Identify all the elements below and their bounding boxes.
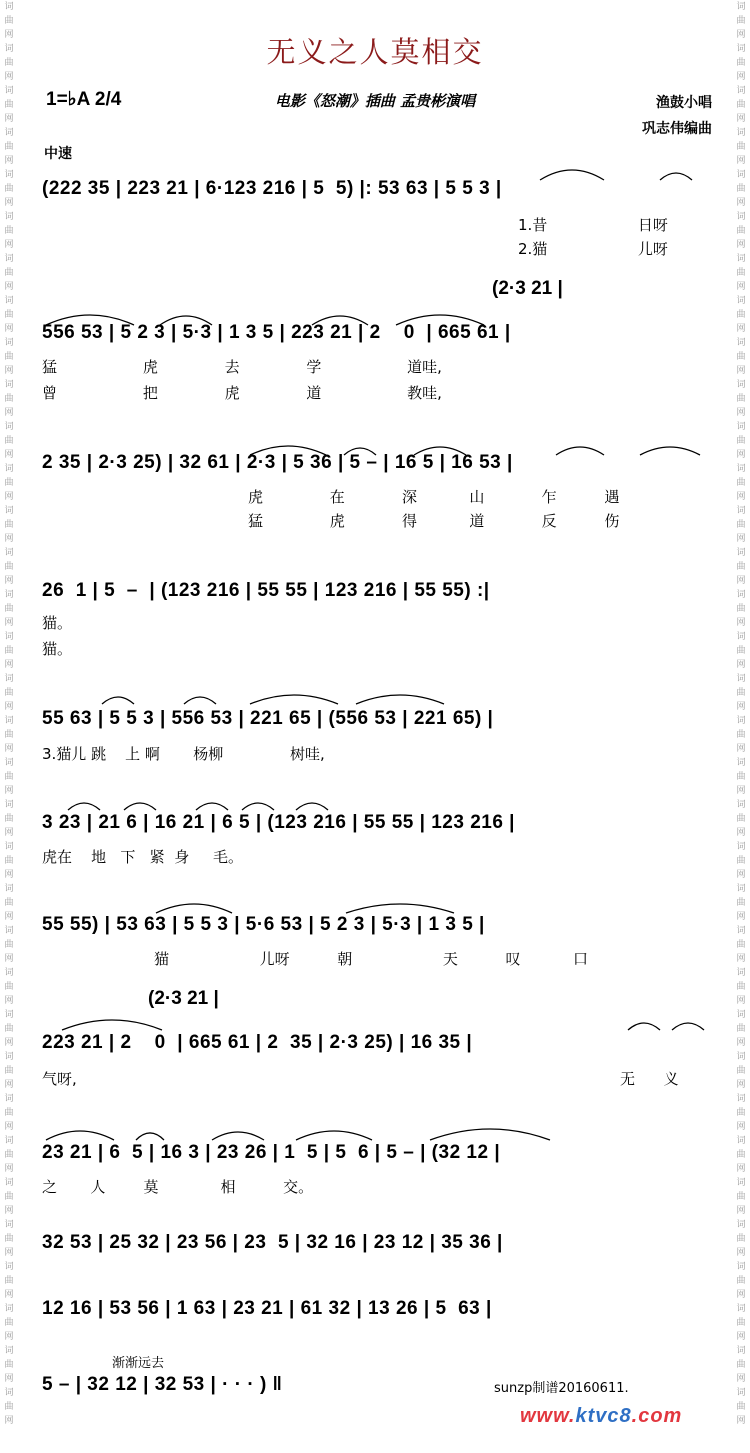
watermark-left: 词曲网词曲网词曲网词曲网词曲网词曲网词曲网词曲网词曲网词曲网词曲网词曲网词曲网词曲网词曲网词曲网词曲网词曲网词曲网词曲网词曲网词曲网词曲网词曲网词曲网词曲网词曲网词曲网词曲网词曲网词曲网词曲网词曲网词曲网 [4,2,14,1426]
lyric-line: 猫。 [42,640,73,658]
slur [296,803,328,810]
notation-line-3: 2 35 | 2·3 25) | 32 61 | 2·3 | 5 36 | 5 – | 16 5 | 16 53 | [42,452,513,473]
key-signature: 1=♭A 2/4 [46,89,122,110]
notation-line-7: 55 55) | 53 63 | 5 5 3 | 5·6 53 | 5 2 3 | 5·3 | 1 3 5 | [42,914,485,935]
lyric-line: 猛 虎 去 学 道哇, [42,358,442,376]
slur [672,1023,704,1030]
site-logo-prefix: www. [520,1405,576,1427]
notation-line-8: 223 21 | 2 0 | 665 61 | 2 35 | 2·3 25) | 16 35 | [42,1032,473,1053]
lyric-line: 猛 虎 得 道 反 伤 [248,512,620,530]
slur [628,1023,660,1030]
song-title: 无义之人莫相交 [266,35,484,69]
subtitle: 电影《怒潮》插曲 孟贵彬演唱 [274,92,476,110]
tempo-marking: 中速 [44,146,72,162]
slur [46,1131,114,1140]
lyricist-credit: 渔鼓小唱 [656,95,712,111]
interlude-marking: (2·3 21 | [148,988,219,1009]
lyric-line: 1.昔 日呀 [518,216,668,234]
lyric-line: 之 人 莫 相 交。 [42,1178,314,1196]
lyric-line: 虎 在 深 山 乍 遇 [248,488,620,506]
notation-line-6: 3 23 | 21 6 | 16 21 | 6 5 | (123 216 | 55 55 | 123 216 | [42,812,515,833]
composer-credit: 巩志伟编曲 [642,121,712,137]
notation-line-2: 556 53 | 5 2 3 | 5·3 | 1 3 5 | 223 21 | 2 0 | 665 61 | [42,322,511,343]
notation-line-5: 55 63 | 5 5 3 | 556 53 | 221 65 | (556 53 | 221 65) | [42,708,494,729]
lyric-line: 猫。 [42,614,73,632]
lyric-line: 猫 儿呀 朝 天 叹 口 [154,950,588,968]
slur [250,695,338,704]
slur [68,803,100,810]
slur [124,803,156,810]
slur [184,697,216,704]
notation-line-11: 12 16 | 53 56 | 1 63 | 23 21 | 61 32 | 13 26 | 5 63 | [42,1298,492,1319]
slur [156,904,232,913]
lyric-line: 气呀, [42,1070,77,1088]
notation-line-1: (222 35 | 223 21 | 6·123 216 | 5 5) |: 53 63 | 5 5 3 | [42,178,502,199]
notation-line-4: 26 1 | 5 – | (123 216 | 55 55 | 123 216 | 55 55) :| [42,580,490,601]
lyric-line: 虎在 地 下 紧 身 毛。 [42,848,244,866]
expression-marking: 渐渐远去 [112,1356,165,1371]
interlude-marking: (2·3 21 | [492,278,563,299]
notation-line-9: 23 21 | 6 5 | 16 3 | 23 26 | 1 5 | 5 6 | 5 – | (32 12 | [42,1142,501,1163]
lyric-line: 2.猫 儿呀 [518,240,668,258]
slur [242,803,274,810]
slur [356,695,444,704]
slur [296,1131,372,1140]
notation-line-10: 32 53 | 25 32 | 23 56 | 23 5 | 32 16 | 23 12 | 35 36 | [42,1232,503,1253]
slur [62,1020,162,1030]
slur [136,1133,164,1140]
transcriber-credit: sunzp制谱20160611. [494,1381,629,1396]
slur [196,803,228,810]
lyric-line: 曾 把 虎 道 教哇, [42,384,442,402]
lyric-line: 3.猫儿 跳 上 啊 杨柳 树哇, [42,745,325,763]
site-logo-suffix: .com [631,1405,683,1427]
slur [102,697,134,704]
slur [430,1129,550,1140]
slur [346,904,454,913]
lyric-line: 无 义 [620,1070,679,1088]
notation-line-12: 5 – | 32 12 | 32 53 | · · · ) ‖ [42,1374,283,1395]
watermark-right: 词曲网词曲网词曲网词曲网词曲网词曲网词曲网词曲网词曲网词曲网词曲网词曲网词曲网词曲网词曲网词曲网词曲网词曲网词曲网词曲网词曲网词曲网词曲网词曲网词曲网词曲网词曲网词曲网词曲网词曲网词曲网词曲网词曲网词曲网 [736,2,746,1426]
site-logo[interactable] [520,1405,682,1428]
slur [212,1132,264,1140]
site-logo-name: ktvc8 [575,1405,632,1427]
